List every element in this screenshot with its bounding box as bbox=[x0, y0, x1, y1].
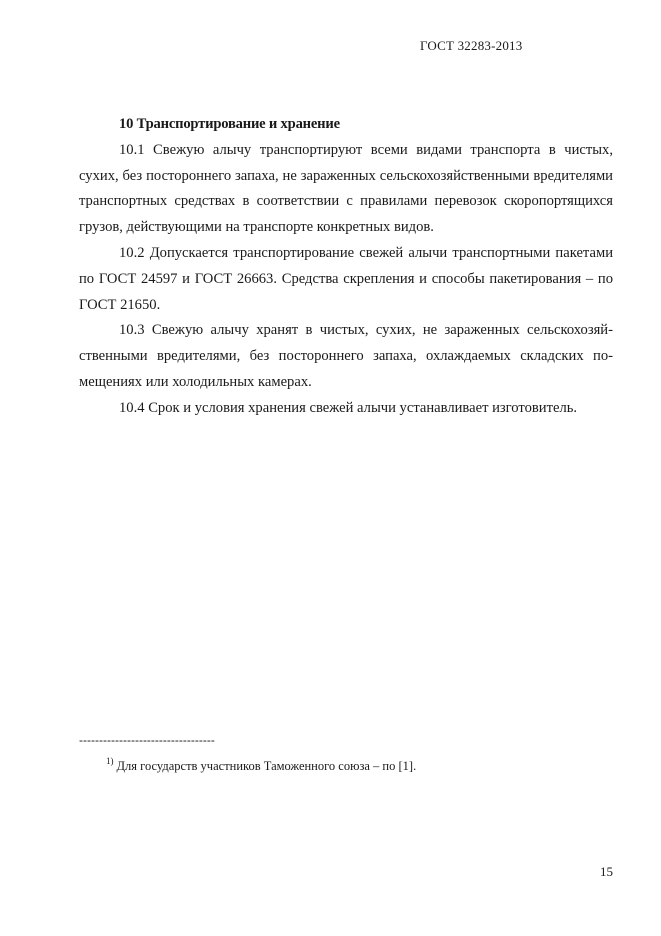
standard-code-header: ГОСТ 32283-2013 bbox=[420, 38, 523, 53]
section-body bbox=[79, 112, 613, 422]
paragraph-10-3: 10.3 Свежую алычу хранят в чистых, сухих, не зараженных сельскохозяйственными вредителями, без постороннего запаха, охлаждаемых складских помещениях или холодильных камерах. bbox=[79, 322, 613, 390]
footnote-separator: ---------------------------------- bbox=[79, 733, 215, 747]
page-number: 15 bbox=[600, 864, 613, 879]
paragraph-10-4: 10.4 Срок и условия хранения свежей алычи устанавливает изготовитель. bbox=[119, 399, 578, 416]
footnote-text: Для государств участников Таможенного союза – по [1]. bbox=[116, 759, 417, 773]
paragraph-10-1: 10.1 Свежую алычу транспортируют всеми видами транспорта в чистых, сухих, без постороннего запаха, не зараженных сельскохозяйственными вредителями транспортных средствах в соответствии с правилами перевозок скоропортящихся грузов, действующими на транспорте конкретных видов. bbox=[79, 141, 613, 236]
section-heading: 10 Транспортирование и хранение bbox=[119, 116, 340, 132]
paragraph-10-2: 10.2 Допускается транспортирование свежей алычи транспортными пакетами по ГОСТ 24597 и ГОСТ 26663. Средства скрепления и способы пакетирования – по ГОСТ 21650. bbox=[79, 244, 613, 313]
footnote-marker: 1) bbox=[106, 756, 114, 766]
footnote bbox=[106, 756, 416, 774]
